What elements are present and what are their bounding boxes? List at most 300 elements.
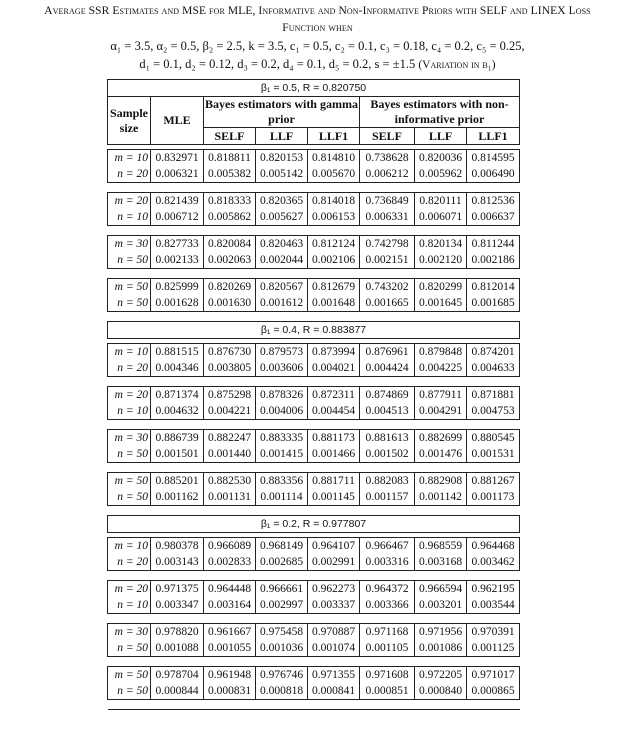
estimate-value: 0.970887 [311, 626, 356, 638]
mse-value: 0.006637 [471, 211, 515, 223]
mse-value: 0.003168 [418, 556, 463, 568]
mse-value: 0.003316 [365, 556, 409, 568]
mse-value: 0.001036 [259, 642, 304, 654]
value-cell [467, 193, 520, 226]
value-cell [360, 538, 415, 571]
value-cell [415, 581, 467, 614]
value-cell [256, 473, 308, 506]
value-cell [360, 344, 415, 377]
mse-value: 0.002991 [311, 556, 356, 568]
spacer-row [108, 377, 520, 387]
value-cell [256, 193, 308, 226]
mse-value: 0.002106 [311, 254, 356, 266]
sample-size-value: n = 50 [117, 685, 148, 697]
sample-size-value: m = 50 [114, 669, 148, 681]
value-cell [151, 430, 204, 463]
value-cell [467, 581, 520, 614]
sample-size-cell [108, 667, 151, 700]
section-header-row [108, 322, 520, 339]
mse-value: 0.005962 [418, 168, 463, 180]
spacer-row [108, 657, 520, 667]
mse-value: 0.003201 [418, 599, 463, 611]
mse-value: 0.006212 [365, 168, 409, 180]
mse-value: 0.001105 [365, 642, 409, 654]
mse-value: 0.006712 [155, 211, 199, 223]
subheader-self2: SELF [360, 128, 415, 145]
sample-size-cell [108, 387, 151, 420]
caption-variation-note: (Variation in β₁) [418, 59, 496, 71]
estimate-value: 0.980378 [155, 540, 199, 552]
estimate-value: 0.875298 [207, 389, 252, 401]
mse-value: 0.001476 [418, 448, 463, 460]
mse-value: 0.003606 [259, 362, 304, 374]
estimate-value: 0.966089 [207, 540, 252, 552]
section-header-row [108, 80, 520, 97]
estimate-value: 0.962195 [471, 583, 515, 595]
estimate-value: 0.812124 [311, 238, 356, 250]
value-cell [256, 344, 308, 377]
sample-size-cell [108, 624, 151, 657]
estimate-value: 0.812679 [311, 281, 356, 293]
estimate-value: 0.814018 [311, 195, 356, 207]
estimate-value: 0.872311 [312, 389, 355, 401]
mse-value: 0.004346 [155, 362, 199, 374]
spacer-cell [108, 420, 520, 430]
section-label: β₁ = 0.2, R = 0.977807 [108, 516, 520, 533]
value-cell [204, 430, 256, 463]
estimate-value: 0.874201 [471, 346, 515, 358]
value-cell [151, 344, 204, 377]
estimate-value: 0.874869 [365, 389, 409, 401]
estimate-value: 0.882530 [207, 475, 252, 487]
mse-value: 0.006071 [418, 211, 463, 223]
estimate-value: 0.961667 [207, 626, 252, 638]
mse-value: 0.001173 [471, 491, 515, 503]
subheader-llf1: LLF [256, 128, 308, 145]
sample-size-value: m = 20 [114, 195, 148, 207]
mse-value: 0.002833 [207, 556, 252, 568]
spacer-cell [108, 269, 520, 279]
mse-value: 0.006321 [155, 168, 199, 180]
sample-size-value: m = 30 [114, 432, 148, 444]
value-cell [256, 667, 308, 700]
estimate-value: 0.971355 [311, 669, 356, 681]
table-row [108, 150, 520, 183]
mse-value: 0.001466 [311, 448, 356, 460]
section-label: β₁ = 0.4, R = 0.883877 [108, 322, 520, 339]
value-cell [256, 430, 308, 463]
estimate-value: 0.881711 [312, 475, 355, 487]
sample-size-value: n = 50 [117, 448, 148, 460]
sample-size-cell [108, 344, 151, 377]
mse-value: 0.004021 [311, 362, 356, 374]
estimate-value: 0.820134 [418, 238, 463, 250]
estimate-value: 0.743202 [365, 281, 409, 293]
value-cell [467, 538, 520, 571]
estimate-value: 0.961948 [207, 669, 252, 681]
estimate-value: 0.871374 [155, 389, 199, 401]
value-cell [415, 279, 467, 312]
sample-size-value: n = 50 [117, 297, 148, 309]
estimate-value: 0.814595 [471, 152, 515, 164]
estimate-value: 0.962273 [311, 583, 356, 595]
value-cell [204, 624, 256, 657]
estimate-value: 0.966594 [418, 583, 463, 595]
spacer-row [108, 420, 520, 430]
mse-value: 0.001531 [471, 448, 515, 460]
value-cell [360, 667, 415, 700]
mse-value: 0.001131 [208, 491, 251, 503]
value-cell [415, 387, 467, 420]
sample-size-cell [108, 581, 151, 614]
sample-size-value: m = 10 [114, 152, 148, 164]
mse-value: 0.004424 [365, 362, 409, 374]
spacer-cell [108, 614, 520, 624]
estimate-value: 0.873994 [311, 346, 356, 358]
spacer-cell [108, 377, 520, 387]
table-row [108, 473, 520, 506]
section-label: β₁ = 0.5, R = 0.820750 [108, 80, 520, 97]
sample-size-value: n = 10 [117, 599, 148, 611]
spacer-row [108, 463, 520, 473]
value-cell [151, 538, 204, 571]
value-cell [151, 279, 204, 312]
spacer-row [108, 700, 520, 710]
sample-size-value: m = 10 [114, 540, 148, 552]
value-cell [308, 430, 360, 463]
estimate-value: 0.881613 [365, 432, 409, 444]
estimate-value: 0.814810 [311, 152, 356, 164]
value-cell [360, 581, 415, 614]
value-cell [151, 193, 204, 226]
value-cell [415, 236, 467, 269]
value-cell [204, 193, 256, 226]
value-cell [256, 387, 308, 420]
caption-parameters-2 [0, 55, 635, 74]
value-cell [467, 279, 520, 312]
value-cell [204, 581, 256, 614]
sample-size-value: m = 50 [114, 281, 148, 293]
mse-value: 0.005382 [207, 168, 252, 180]
estimate-value: 0.879848 [418, 346, 463, 358]
mse-value: 0.003805 [207, 362, 252, 374]
value-cell [467, 387, 520, 420]
sample-size-value: n = 50 [117, 254, 148, 266]
spacer-cell [108, 226, 520, 236]
mse-value: 0.002120 [418, 254, 463, 266]
mse-value: 0.005627 [259, 211, 304, 223]
value-cell [360, 236, 415, 269]
sample-size-cell [108, 473, 151, 506]
value-cell [467, 624, 520, 657]
estimate-value: 0.820269 [207, 281, 252, 293]
sample-size-cell [108, 236, 151, 269]
mse-value: 0.001086 [418, 642, 463, 654]
table-row [108, 667, 520, 700]
sample-size-cell [108, 150, 151, 183]
table-row [108, 430, 520, 463]
sample-size-value: m = 30 [114, 238, 148, 250]
mse-value: 0.001612 [259, 297, 304, 309]
mse-value: 0.006490 [471, 168, 515, 180]
spacer-row [108, 312, 520, 322]
mse-value: 0.002997 [259, 599, 304, 611]
estimate-value: 0.886739 [155, 432, 199, 444]
value-cell [256, 624, 308, 657]
estimate-value: 0.970391 [471, 626, 515, 638]
table-row [108, 236, 520, 269]
estimate-value: 0.882247 [207, 432, 252, 444]
subheader-llf2b: LLF1 [467, 128, 520, 145]
sample-size-value: n = 10 [117, 211, 148, 223]
value-cell [151, 473, 204, 506]
estimate-value: 0.742798 [365, 238, 409, 250]
sample-size-cell [108, 538, 151, 571]
estimate-value: 0.880545 [471, 432, 515, 444]
value-cell [467, 667, 520, 700]
header-gamma-prior: Bayes estimators with gamma prior [205, 97, 358, 126]
sample-size-value: m = 20 [114, 583, 148, 595]
table-row [108, 624, 520, 657]
mse-value: 0.001440 [207, 448, 252, 460]
estimate-value: 0.820463 [259, 238, 304, 250]
estimate-value: 0.968149 [259, 540, 304, 552]
value-cell [204, 344, 256, 377]
mse-value: 0.003544 [471, 599, 515, 611]
estimate-value: 0.881173 [312, 432, 355, 444]
table-row [108, 193, 520, 226]
mse-value: 0.001074 [311, 642, 356, 654]
estimate-value: 0.883335 [259, 432, 304, 444]
value-cell [415, 344, 467, 377]
spacer-cell [108, 657, 520, 667]
value-cell [415, 430, 467, 463]
header-mle: MLE [151, 97, 204, 145]
value-cell [415, 473, 467, 506]
mse-value: 0.000844 [155, 685, 199, 697]
estimate-value: 0.738628 [365, 152, 409, 164]
section-header-row [108, 516, 520, 533]
estimate-value: 0.968559 [418, 540, 463, 552]
value-cell [360, 193, 415, 226]
mse-value: 0.004291 [418, 405, 463, 417]
value-cell [415, 624, 467, 657]
mse-value: 0.005670 [311, 168, 356, 180]
estimate-value: 0.876730 [207, 346, 252, 358]
value-cell [256, 279, 308, 312]
estimate-value: 0.971168 [365, 626, 409, 638]
value-cell [360, 624, 415, 657]
header-row [108, 97, 520, 128]
table-row [108, 538, 520, 571]
value-cell [204, 150, 256, 183]
mse-value: 0.004221 [207, 405, 252, 417]
estimate-value: 0.971608 [365, 669, 409, 681]
value-cell [415, 150, 467, 183]
mse-value: 0.003347 [155, 599, 199, 611]
sample-size-value: m = 20 [114, 389, 148, 401]
estimate-value: 0.976746 [259, 669, 304, 681]
estimate-value: 0.811244 [471, 238, 515, 250]
sample-size-value: n = 20 [117, 556, 148, 568]
sample-size-value: m = 10 [114, 346, 148, 358]
value-cell [415, 193, 467, 226]
estimate-value: 0.964448 [207, 583, 252, 595]
subheader-self1: SELF [204, 128, 256, 145]
mse-value: 0.001145 [312, 491, 355, 503]
value-cell [151, 150, 204, 183]
estimate-value: 0.882908 [418, 475, 463, 487]
value-cell [308, 150, 360, 183]
estimate-value: 0.821439 [155, 195, 199, 207]
value-cell [467, 344, 520, 377]
mse-value: 0.001142 [419, 491, 462, 503]
value-cell [204, 667, 256, 700]
value-cell [308, 538, 360, 571]
mse-value: 0.000840 [418, 685, 463, 697]
value-cell [256, 538, 308, 571]
mse-value: 0.000831 [207, 685, 252, 697]
mse-value: 0.000841 [311, 685, 356, 697]
mse-value: 0.002151 [365, 254, 409, 266]
value-cell [204, 473, 256, 506]
value-cell [204, 236, 256, 269]
estimate-value: 0.978820 [155, 626, 199, 638]
sample-size-value: n = 10 [117, 405, 148, 417]
value-cell [467, 473, 520, 506]
header-sample-size: Sample size [108, 97, 151, 145]
mse-value: 0.002186 [471, 254, 515, 266]
mse-value: 0.004454 [311, 405, 356, 417]
spacer-row [108, 571, 520, 581]
estimate-value: 0.820084 [207, 238, 252, 250]
mse-value: 0.001502 [365, 448, 409, 460]
mse-value: 0.003337 [311, 599, 356, 611]
value-cell [151, 624, 204, 657]
value-cell [256, 236, 308, 269]
value-cell [360, 387, 415, 420]
estimate-value: 0.964372 [365, 583, 409, 595]
value-cell [360, 430, 415, 463]
value-cell [360, 150, 415, 183]
spacer-cell [108, 463, 520, 473]
estimate-value: 0.881267 [471, 475, 515, 487]
mse-value: 0.001055 [207, 642, 252, 654]
mse-value: 0.001665 [365, 297, 409, 309]
mse-value: 0.005862 [207, 211, 252, 223]
estimate-value: 0.818811 [208, 152, 251, 164]
estimate-value: 0.978704 [155, 669, 199, 681]
spacer-cell [108, 571, 520, 581]
mse-value: 0.001501 [155, 448, 199, 460]
value-cell [467, 430, 520, 463]
caption-parameters-1: α₁ = 3.5, α₂ = 0.5, β₂ = 2.5, k = 3.5, c₁ = 0.5, c₂ = 0.1, c₃ = 0.18, c₄ = 0.2, c₅ = 0.25, [110, 39, 525, 53]
table-row [108, 279, 520, 312]
value-cell [308, 473, 360, 506]
sample-size-value: n = 50 [117, 491, 148, 503]
estimate-value: 0.820299 [418, 281, 463, 293]
mse-value: 0.002044 [259, 254, 304, 266]
mse-value: 0.001685 [471, 297, 515, 309]
caption-parameters-2-text: d₁ = 0.1, d₂ = 0.12, d₃ = 0.2, d₄ = 0.1, d₅ = 0.2, s = ±1.5 [139, 57, 416, 71]
estimate-value: 0.876961 [365, 346, 409, 358]
mse-value: 0.004753 [471, 405, 515, 417]
mse-value: 0.004633 [471, 362, 515, 374]
value-cell [151, 667, 204, 700]
estimate-value: 0.971375 [155, 583, 199, 595]
mse-value: 0.003164 [207, 599, 252, 611]
value-cell [151, 387, 204, 420]
sample-size-cell [108, 430, 151, 463]
mse-value: 0.003462 [471, 556, 515, 568]
mse-value: 0.004225 [418, 362, 463, 374]
table-caption [0, 3, 635, 74]
subheader-llf1b: LLF1 [308, 128, 360, 145]
table-row [108, 344, 520, 377]
estimate-value: 0.820153 [259, 152, 304, 164]
value-cell [151, 236, 204, 269]
sample-size-value: m = 50 [114, 475, 148, 487]
estimate-value: 0.878326 [259, 389, 304, 401]
estimate-value: 0.832971 [155, 152, 199, 164]
value-cell [415, 538, 467, 571]
mse-value: 0.006331 [365, 211, 409, 223]
spacer-row [108, 506, 520, 516]
mse-value: 0.005142 [259, 168, 304, 180]
sample-size-value: n = 20 [117, 362, 148, 374]
estimate-value: 0.736849 [365, 195, 409, 207]
value-cell [308, 344, 360, 377]
subheader-llf2: LLF [415, 128, 467, 145]
estimate-value: 0.818333 [207, 195, 252, 207]
spacer-row [108, 183, 520, 193]
estimate-value: 0.820567 [259, 281, 304, 293]
estimate-value: 0.966661 [259, 583, 304, 595]
mse-value: 0.001162 [155, 491, 199, 503]
spacer-row [108, 269, 520, 279]
estimate-value: 0.964468 [471, 540, 515, 552]
estimate-value: 0.966467 [365, 540, 409, 552]
mse-value: 0.000818 [259, 685, 304, 697]
mse-value: 0.001628 [155, 297, 199, 309]
sample-size-value: m = 30 [114, 626, 148, 638]
value-cell [256, 150, 308, 183]
estimate-value: 0.820111 [419, 195, 462, 207]
estimate-value: 0.964107 [311, 540, 356, 552]
table-row [108, 581, 520, 614]
spacer-cell [108, 312, 520, 322]
caption-line-1: Average SSR Estimates and MSE for MLE, Informative and Non-Informative Priors with SELF and LINEX Loss [44, 5, 591, 17]
caption-line-2: Function when [282, 22, 353, 34]
value-cell [360, 279, 415, 312]
spacer-cell [108, 506, 520, 516]
estimate-value: 0.975458 [259, 626, 304, 638]
value-cell [151, 581, 204, 614]
estimate-value: 0.881515 [155, 346, 199, 358]
value-cell [308, 236, 360, 269]
value-cell [308, 279, 360, 312]
spacer-row [108, 614, 520, 624]
estimate-value: 0.825999 [155, 281, 199, 293]
value-cell [204, 538, 256, 571]
value-cell [308, 667, 360, 700]
value-cell [467, 150, 520, 183]
mse-value: 0.001648 [311, 297, 356, 309]
value-cell [204, 279, 256, 312]
spacer-row [108, 226, 520, 236]
value-cell [308, 193, 360, 226]
mse-value: 0.003366 [365, 599, 409, 611]
